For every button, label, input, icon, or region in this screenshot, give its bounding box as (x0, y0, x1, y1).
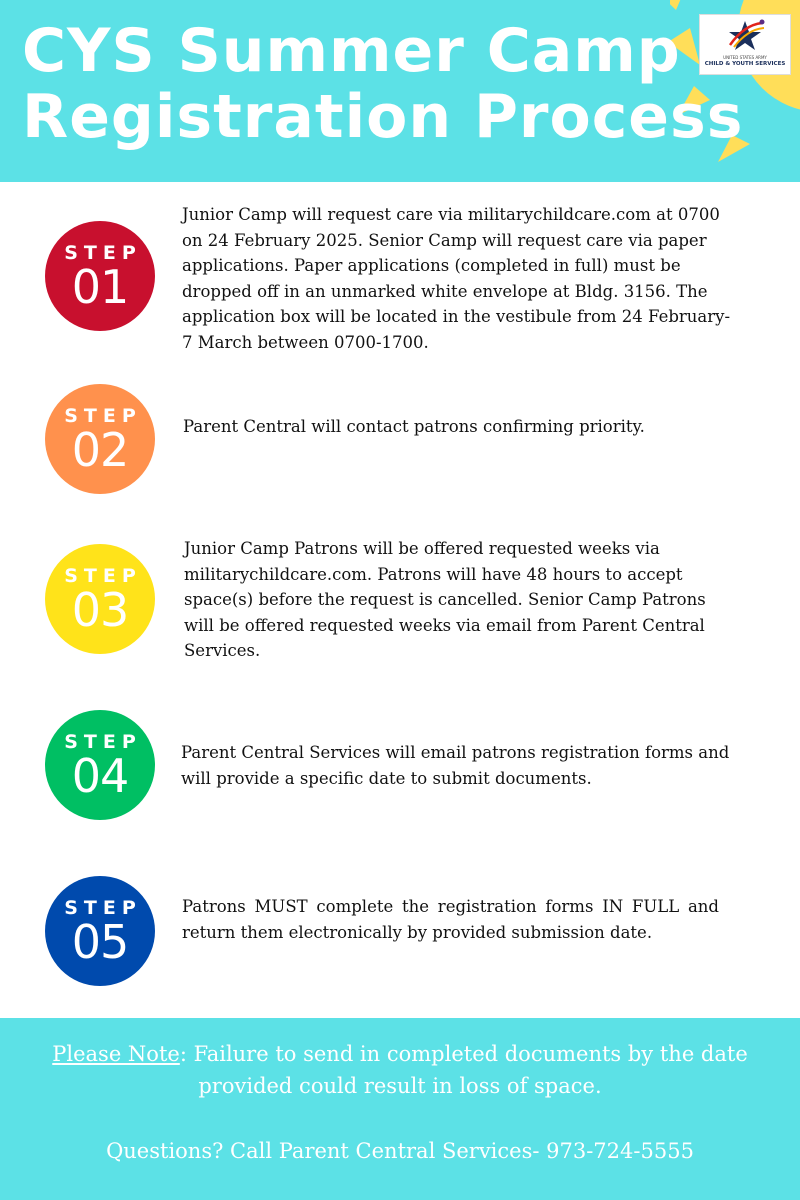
page-title (22, 18, 743, 150)
logo-top-text: UNITED STATES ARMY (723, 55, 767, 60)
footer-note (40, 1038, 760, 1102)
header-banner (0, 0, 800, 182)
step-4-label: STEP (64, 731, 142, 753)
step-3-label: STEP (64, 565, 142, 587)
step-3-number: 03 (71, 583, 129, 637)
step-3-badge (45, 544, 155, 654)
step-3-text: Junior Camp Patrons will be offered requested weeks via militarychildcare.com. Patrons will have 48 hours to accept space(s) before the request is cancelled. Senior Camp Patrons will be offered requested weeks via email from Parent Central Services. (184, 539, 706, 660)
step-2-badge (45, 384, 155, 494)
note-label: Please Note (52, 1042, 180, 1066)
step-5-badge (45, 876, 155, 986)
step-1-number: 01 (71, 260, 129, 314)
step-4-badge (45, 710, 155, 820)
step-1-label: STEP (64, 242, 142, 264)
questions-contact: Questions? Call Parent Central Services- 973-724-5555 (106, 1139, 694, 1163)
title-line-2: Registration Process (22, 82, 744, 152)
footer-banner (0, 1018, 800, 1200)
step-2-label: STEP (64, 405, 142, 427)
step-5-text: Patrons MUST complete the registration forms IN FULL and return them electronically by provided submission date. (182, 897, 719, 942)
step-2-number: 02 (71, 423, 129, 477)
logo-bottom-text: CHILD & YOUTH SERVICES (704, 61, 786, 67)
step-1-text: Junior Camp will request care via militarychildcare.com at 0700 on 24 February 2025. Senior Camp will request care via paper applications. Paper applications (completed in full) must be dropped off in an unmarked white envelope at Bldg. 3156. The application box will be located in the vestibule from 24 February-7 March between 0700-1700. (182, 205, 731, 352)
note-text: : Failure to send in completed documents by the date provided could result in loss of space. (179, 1042, 748, 1098)
title-line-1: CYS Summer Camp (22, 16, 681, 86)
step-2-text: Parent Central will contact patrons confirming priority. (183, 417, 645, 436)
step-5-number: 05 (71, 915, 129, 969)
step-1-badge (45, 221, 155, 331)
step-5-label: STEP (64, 897, 142, 919)
step-4-text: Parent Central Services will email patrons registration forms and will provide a specific date to submit documents. (181, 743, 730, 788)
step-4-number: 04 (71, 749, 129, 803)
